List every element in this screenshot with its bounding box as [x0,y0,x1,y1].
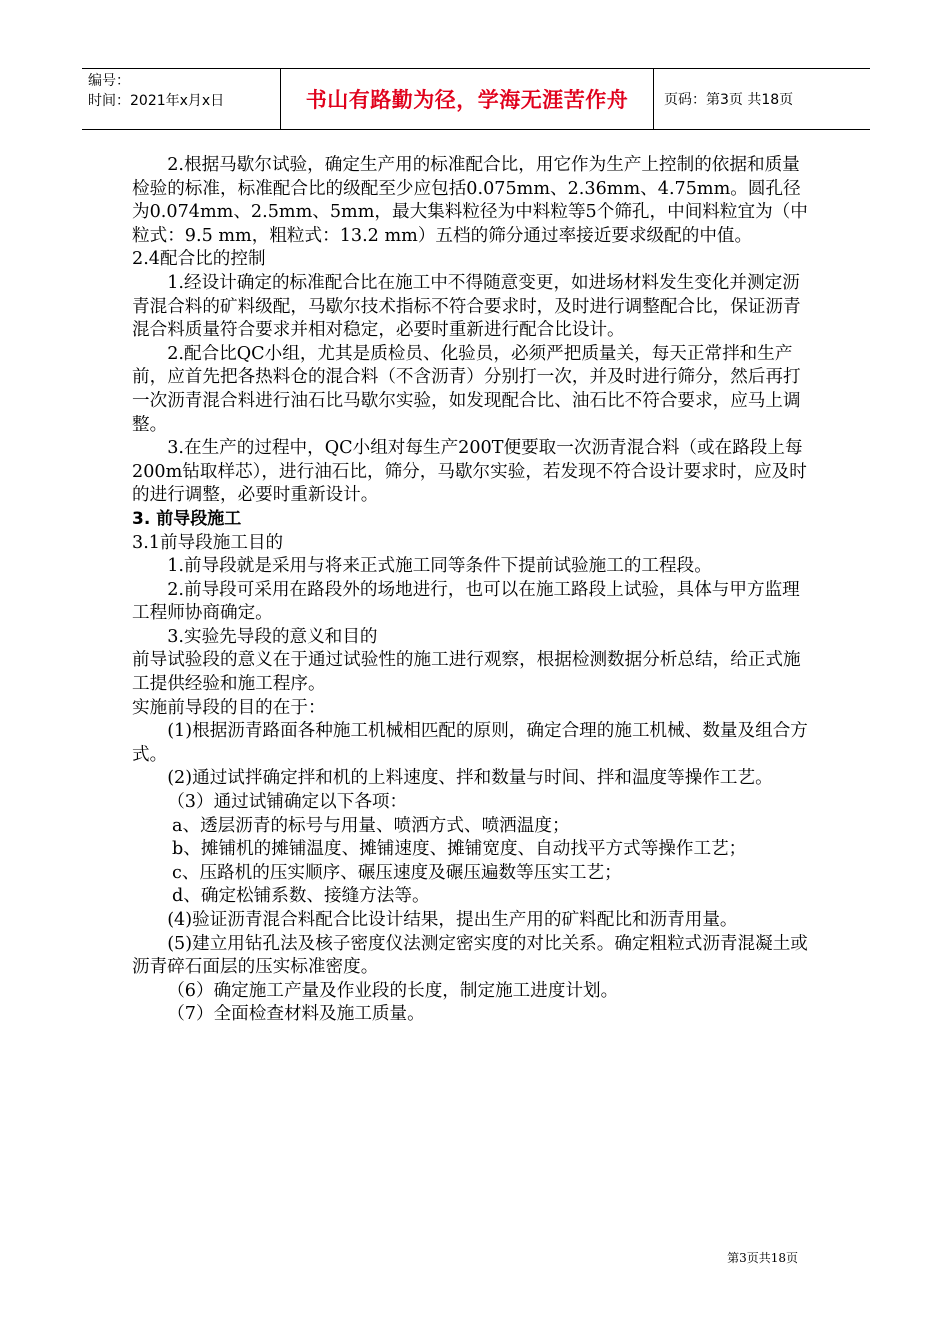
list-item-1: (1)根据沥青路面各种施工机械相匹配的原则，确定合理的施工机械、数量及组合方式。 [132,721,808,765]
document-number-label: 编号： [88,73,130,89]
sub-item-c: c、压路机的压实顺序、碾压速度及碾压遍数等压实工艺； [172,862,622,883]
paragraph-mix-control-2: 2.配合比QC小组，尤其是质检员、化验员，必须严把质量关，每天正常拌和生产前，应首先把各热料仓的混合料（不含沥青）分别打一次，并及时进行筛分，然后再打一次沥青混合料进行油石比马歇尔实验，如发现配合比、油石比不符合要求，应马上调整。 [132,343,801,435]
paragraph-lead-section-3: 3.实验先导段的意义和目的 [167,626,378,647]
header-motto-cell [280,69,654,129]
paragraph-lead-purpose: 实施前导段的目的在于： [132,697,326,718]
paragraph-standard-mix: 2.根据马歇尔试验，确定生产用的标准配合比，用它作为生产上控制的依据和质量检验的标准，标准配合比的级配至少应包括0.075mm、2.36mm、4.75mm。圆孔径为0.074mm、2.5mm、5mm，最大集料粒径为中料粒等5个筛孔，中间料粒宜为（中粒式：9.5 mm，粗粒式：13.2 mm）五档的筛分通过率接近要求级配的中值。 [132,155,808,246]
sub-item-a: a、透层沥青的标号与用量、喷洒方式、喷洒温度； [172,815,570,836]
header-page-number: 页码：第3页 共18页 [664,92,794,108]
paragraph-mix-control-3: 3.在生产的过程中，QC小组对每生产200T便要取一次沥青混合料（或在路段上每200m钻取样芯），进行油石比，筛分，马歇尔实验，若发现不符合设计要求时，应及时的进行调整，必要时重新设计。 [132,438,807,506]
section-heading-3: 3. 前导段施工 [132,508,242,529]
document-time-label: 时间：2021年x月x日 [88,93,225,109]
header-motto: 书山有路勤为径，学海无涯苦作舟 [305,88,629,112]
paragraph-lead-section-1: 1.前导段就是采用与将来正式施工同等条件下提前试验施工的工程段。 [167,556,712,577]
header-meta [82,69,280,129]
list-item-5: (5)建立用钻孔法及核子密度仪法测定密实度的对比关系。确定粗粒式沥青混凝土或沥青碎石面层的压实标准密度。 [132,933,808,978]
paragraph-lead-section-2: 2.前导段可采用在路段外的场地进行，也可以在施工路段上试验，具体与甲方监理工程师协商确定。 [132,579,800,624]
list-item-7: （7）全面检查材料及施工质量。 [167,1004,425,1025]
page-footer: 第3页共18页 [727,1251,798,1265]
sub-item-d: d、确定松铺系数、接缝方法等。 [172,886,430,907]
page-header [82,68,870,130]
list-item-6: （6）确定施工产量及作业段的长度，制定施工进度计划。 [167,980,619,1001]
section-heading-3-1: 3.1前导段施工目的 [132,532,284,553]
section-heading-2-4: 2.4配合比的控制 [132,249,266,270]
document-body [132,154,812,1027]
header-page-cell [654,69,870,129]
list-item-2: (2)通过试拌确定拌和机的上料速度、拌和数量与时间、拌和温度等操作工艺。 [167,768,773,789]
list-item-4: (4)验证沥青混合料配合比设计结果，提出生产用的矿料配比和沥青用量。 [167,910,738,930]
sub-item-b: b、摊铺机的摊铺温度、摊铺速度、摊铺宽度、自动找平方式等操作工艺； [172,839,747,860]
list-item-3: （3）通过试铺确定以下各项： [167,792,408,813]
paragraph-mix-control-1: 1.经设计确定的标准配合比在施工中不得随意变更，如进场材料发生变化并测定沥青混合料的矿料级配，马歇尔技术指标不符合要求时，及时进行调整配合比，保证沥青混合料质量符合要求并相对稳定，必要时重新进行配合比设计。 [132,272,801,341]
paragraph-lead-meaning: 前导试验段的意义在于通过试验性的施工进行观察，根据检测数据分析总结，给正式施工提供经验和施工程序。 [132,650,801,695]
